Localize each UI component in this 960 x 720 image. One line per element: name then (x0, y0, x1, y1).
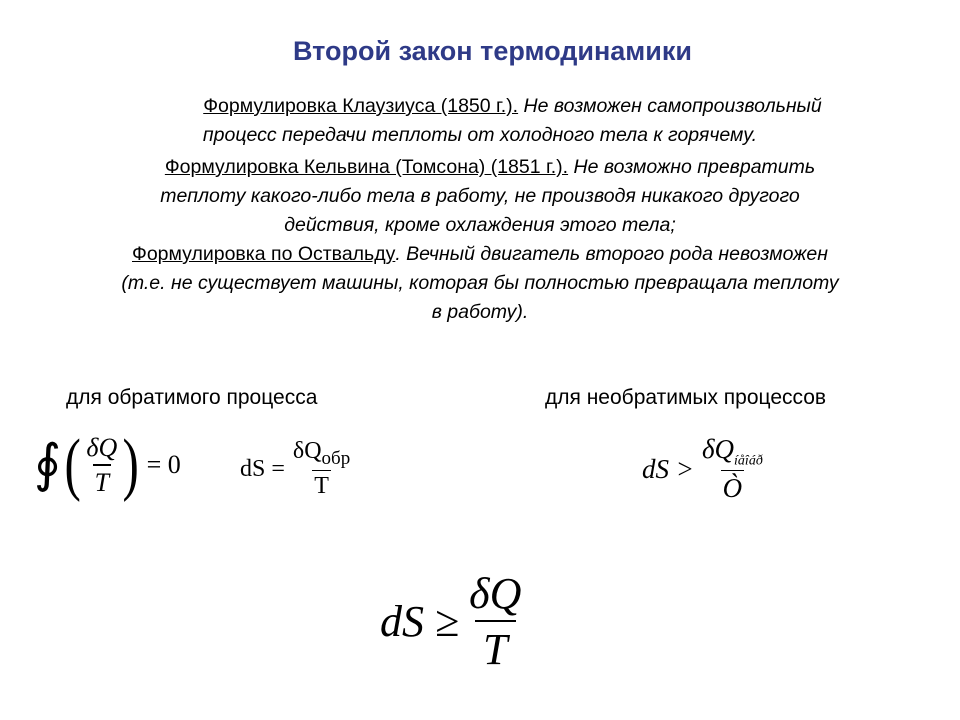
reversible-dq: δQ (292, 437, 322, 464)
ostwald-text-1: . Вечный двигатель второго рода невозможен (395, 243, 828, 265)
irreversible-label: для необратимых процессов (545, 386, 827, 409)
clausius-text-1: Не возможен самопроизвольный (518, 95, 822, 117)
equals-zero: = 0 (146, 450, 181, 479)
ds-equals: dS = (240, 455, 285, 482)
ostwald-heading: Формулировка по Оствальду (132, 243, 396, 265)
formula-integral (34, 422, 181, 508)
integral-fraction (84, 433, 119, 498)
reversible-numerator (291, 438, 352, 471)
general-denominator: T (475, 620, 515, 675)
ds-greater: dS > (642, 453, 694, 484)
reversible-label: для обратимого процесса (66, 386, 318, 409)
reversible-subscript: обр (321, 447, 351, 469)
integral-numerator: δQ (86, 432, 118, 462)
clausius-text-2: процесс передачи теплоты от холодного тела к горячему. (202, 124, 758, 146)
kelvin-line-1 (20, 153, 940, 182)
integral-sign: ∮ (34, 436, 62, 493)
ostwald-text-3: в работу). (431, 301, 529, 323)
kelvin-text-1: Не возможно превратить (568, 156, 816, 178)
clausius-line-1 (20, 92, 940, 121)
kelvin-text-3: действия, кроме охлаждения этого тела; (284, 214, 676, 236)
reversible-denominator: T (312, 470, 331, 500)
kelvin-heading: Формулировка Кельвина (Томсона) (1851 г.). (164, 156, 569, 178)
formula-reversible (240, 428, 352, 510)
ds-greater-equal: dS ≥ (380, 596, 460, 646)
general-numerator: δQ (469, 568, 522, 618)
irreversible-subscript: íåîáð (734, 453, 763, 469)
kelvin-text-2: теплоту какого-либо тела в работу, не производя никакого другого (160, 185, 800, 207)
ostwald-paragraph (20, 240, 940, 327)
clausius-paragraph (20, 92, 940, 150)
formula-irreversible (642, 424, 765, 514)
kelvin-paragraph (20, 153, 940, 240)
right-paren: ) (122, 426, 140, 503)
integral-denominator: T (93, 464, 111, 498)
irreversible-denominator: Ò (721, 470, 745, 504)
left-paren: ( (64, 426, 81, 503)
general-fraction (467, 568, 523, 675)
ostwald-text-2: (т.е. не существует машины, которая бы полностью превращала теплоту (121, 272, 839, 294)
formula-general (380, 562, 523, 680)
ostwald-line-1 (20, 240, 940, 269)
irreversible-fraction (700, 434, 765, 504)
irreversible-numerator (700, 434, 765, 470)
reversible-fraction (291, 438, 352, 501)
clausius-heading: Формулировка Клаузиуса (1850 г.). (203, 95, 519, 117)
page-title: Второй закон термодинамики (292, 36, 692, 66)
irreversible-dq: δQ (701, 433, 735, 464)
